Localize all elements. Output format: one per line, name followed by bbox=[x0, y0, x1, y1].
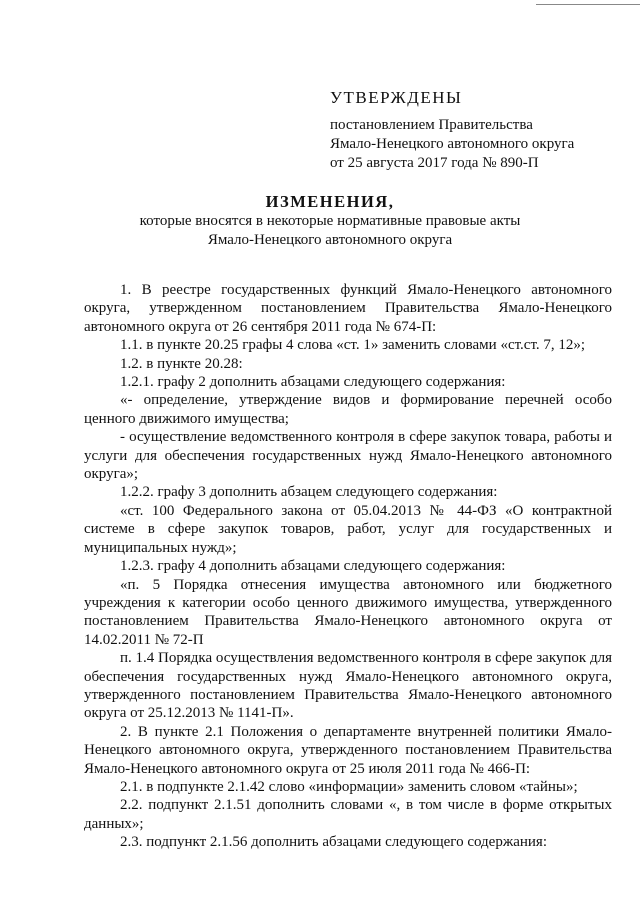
approval-heading: УТВЕРЖДЕНЫ bbox=[330, 88, 463, 107]
document-body bbox=[84, 281, 612, 852]
paragraph: 1. В реестре государственных функций Ямало-Ненецкого автономного округа, утвержденном постановлением Правительства Ямало-Ненецкого автономного округа от 26 сентября 2011 года № 674-П: bbox=[84, 282, 612, 335]
paragraph: «п. 5 Порядка отнесения имущества автономного или бюджетного учреждения к категории особо ценного движимого имущества, утвержденного постановлением Правительства Ямало-Ненецкого автономного округа от 14.02.2011 № 72-П bbox=[84, 576, 612, 648]
paragraph: п. 1.4 Порядка осуществления ведомственного контроля в сфере закупок для обеспечения государственных нужд Ямало-Ненецкого автономного округа, утвержденного постановлением Правительства Ямало-Ненецкого автономного округа от 25.12.2013 № 1141-П». bbox=[84, 650, 612, 722]
approval-line: постановлением Правительства bbox=[330, 117, 533, 133]
paragraph: 1.2.1. графу 2 дополнить абзацами следующего содержания: bbox=[120, 374, 506, 391]
paragraph: «ст. 100 Федерального закона от 05.04.2013 № 44-ФЗ «О контрактной системе в сфере закупок товаров, работ, услуг для государственных и муниципальных нужд»; bbox=[84, 502, 612, 556]
paragraph: 2. В пункте 2.1 Положения о департаменте внутренней политики Ямало-Ненецкого автономного округа, утвержденного постановлением Правительства Ямало-Ненецкого автономного округа от 25 июля 2011 года № 466-П: bbox=[84, 723, 612, 777]
top-rule bbox=[536, 4, 640, 5]
approval-line: от 25 августа 2017 года № 890-П bbox=[330, 155, 539, 171]
document-title: ИЗМЕНЕНИЯ, bbox=[265, 192, 395, 211]
paragraph: 2.3. подпункт 2.1.56 дополнить абзацами следующего содержания: bbox=[120, 834, 547, 851]
paragraph: 1.2.3. графу 4 дополнить абзацами следующего содержания: bbox=[120, 558, 506, 575]
document-title-block bbox=[120, 192, 540, 250]
paragraph: «- определение, утверждение видов и формирование перечней особо ценного движимого имущества; bbox=[84, 392, 612, 427]
document-subtitle-line: Ямало-Ненецкого автономного округа bbox=[207, 232, 453, 248]
paragraph: 2.2. подпункт 2.1.51 дополнить словами «, в том числе в форме открытых данных»; bbox=[84, 797, 612, 832]
paragraph: 1.2.2. графу 3 дополнить абзацем следующего содержания: bbox=[120, 484, 498, 501]
paragraph: 1.2. в пункте 20.28: bbox=[120, 355, 243, 372]
paragraph: - осуществление ведомственного контроля в сфере закупок товара, работы и услуги для обеспечения государственных нужд Ямало-Ненецкого автономного округа»; bbox=[84, 429, 612, 483]
paragraph: 2.1. в подпункте 2.1.42 слово «информации» заменить словом «тайны»; bbox=[120, 778, 578, 795]
document-subtitle-line: которые вносятся в некоторые нормативные правовые акты bbox=[139, 213, 521, 229]
paragraph: 1.1. в пункте 20.25 графы 4 слова «ст. 1» заменить словами «ст.ст. 7, 12»; bbox=[120, 337, 586, 354]
approval-line: Ямало-Ненецкого автономного округа bbox=[330, 136, 575, 152]
